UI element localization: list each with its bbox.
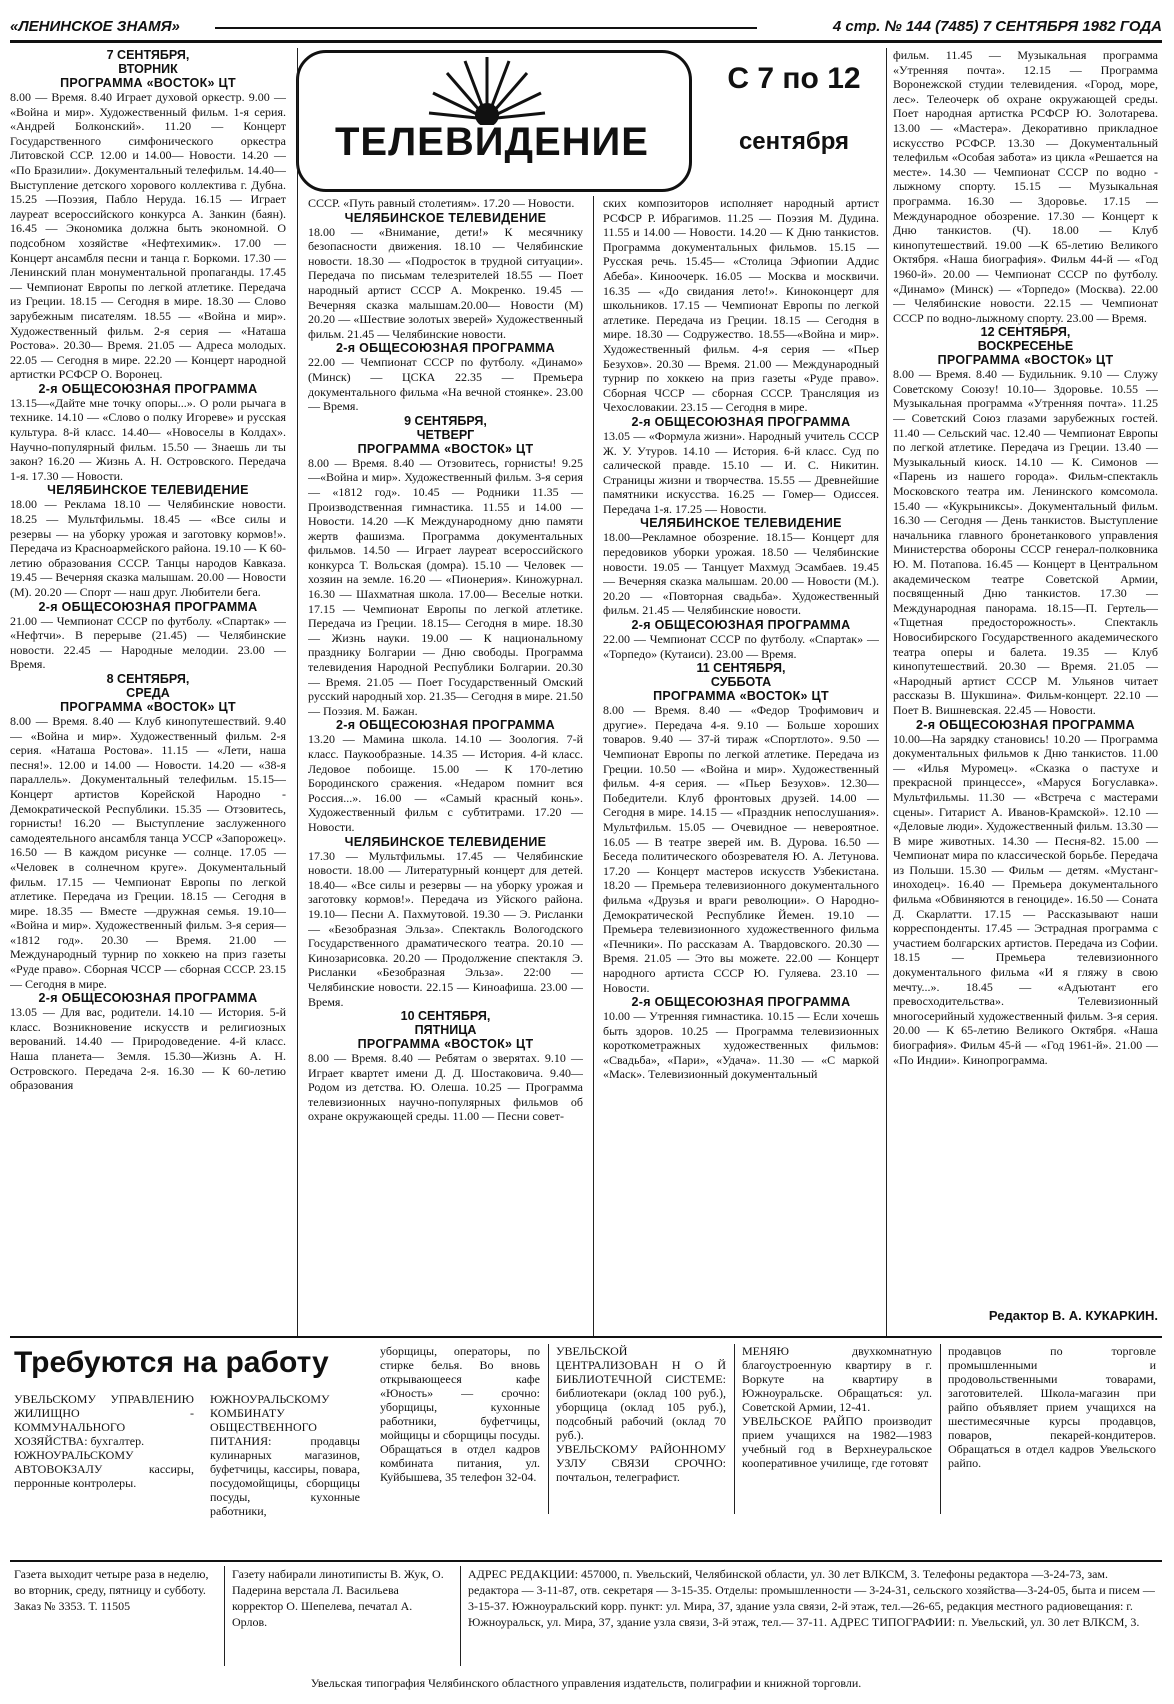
footer-divider <box>460 1566 461 1666</box>
newspaper-name: «ЛЕНИНСКОЕ ЗНАМЯ» <box>10 18 180 35</box>
program-heading: ПРОГРАММА «ВОСТОК» ЦТ <box>60 699 236 714</box>
ad-library <box>556 1344 726 1514</box>
dates-range: С 7 по 12 <box>727 62 861 95</box>
program-heading: ЧЕЛЯБИНСКОЕ ТЕЛЕВИДЕНИЕ <box>47 483 249 498</box>
ad-library-text: УВЕЛЬСКОЙ ЦЕНТРАЛИЗОВАН Н О Й БИБЛИОТЕЧНОЙ СИСТЕМЕ: библиотекари (оклад 100 руб.), уборщица (оклад 105 руб.), подсобный рабочий (оклад 70 руб.). <box>556 1344 726 1442</box>
jobs-heading: Требуются на работу <box>14 1346 329 1379</box>
program-listing: 18.00 — «Внимание, дети!» К месячнику безопасности движения. 18.10 — Челябинские новости. 18.30 — «Подросток в трудной ситуации». Передача по письмам телезрителей 18.55 — Поет народный артист СССР А. Мокренко. 19.45 — Вечерняя сказка малышам.20.00— Новости (М) 20.20 — «Шествие золотых зверей» Художественный фильм. 21.45 — Челябинские новости. <box>308 224 583 341</box>
program-listing: фильм. 11.45 — Музыкальная программа «Утренняя почта». 12.15 — Программа Воронежской студии телевидения. «Город, море, лес». Телеочерк об охране окружающей среды. Поет народная артистка РСФСР Ю. Золотарева. 13.00 — «Мастера». Декоративно прикладное искусство РСФСР. 13.30 — Документальный телефильм «Особая забота» из цикла «Решается на месте». 14.30 — Чемпионат СССР по водно - лыжному спорту. 15.15 — Музыкальная программа. 16.30 — Здоровье. 17.15 — Международное обозрение. 17.30 — Концерт к Дню танкистов. (Ч). 18.00 — Клуб кинопутешествий. 19.00 —К 65-летию Великого Октября. «Наша биография». Фильм 44-й — «Год 1960-й». 20.00 — Чемпионат СССР по футболу. «Динамо» (Минск) — «Торпедо» (Москва). 22.00 — Челябинские новости. 22.15 — Чемпионат СССР по водно-лыжному спорту. 23.00 — Время. <box>893 48 1158 325</box>
program-heading: 2-я ОБЩЕСОЮЗНАЯ ПРОГРАММА <box>38 381 258 396</box>
ad-post-text: УВЕЛЬСКОМУ РАЙОННОМУ УЗЛУ СВЯЗИ СРОЧНО: почтальон, телеграфист. <box>556 1442 726 1484</box>
day-heading: 8 СЕНТЯБРЯ, СРЕДА <box>106 671 190 700</box>
program-heading: ПРОГРАММА «ВОСТОК» ЦТ <box>653 689 829 704</box>
program-heading: ЧЕЛЯБИНСКОЕ ТЕЛЕВИДЕНИЕ <box>640 516 842 531</box>
ad-raipo-text: УВЕЛЬСКОЕ РАЙПО производит прием учащихся на 1982—1983 учебный год в Верхнеуральское кооперативное училище, где готовят <box>742 1414 932 1470</box>
program-listing: 22.00 — Чемпионат СССР по футболу. «Динамо» (Минск) — ЦСКА 22.35 — Премьера документального фильма «На вечной стоянке». 23.00 — Время. <box>308 355 583 414</box>
program-listing: 13.05 — Для вас, родители. 14.10 — История. 5-й класс. Возникновение искусств и религиозных верований. 14.40 — Природоведение. 4-й класс. Наша планета— Земля. 15.30—Жизнь А. Н. Островского. Передача 2-я. 16.30 — К 60-летию образования <box>10 1005 286 1093</box>
ad-housing <box>14 1392 194 1512</box>
day-heading: 11 СЕНТЯБРЯ, СУББОТА <box>696 661 786 690</box>
tv-title: ТЕЛЕВИДЕНИЕ <box>335 120 649 164</box>
day-heading: 7 СЕНТЯБРЯ, ВТОРНИК <box>106 48 190 76</box>
program-listing: СССР. «Путь равный столетиям». 17.20 — Новости. <box>308 196 575 210</box>
program-heading: ПРОГРАММА «ВОСТОК» ЦТ <box>357 441 534 456</box>
column-divider <box>886 48 887 1338</box>
program-listing: 10.00—На зарядку становись! 10.20 — Программа документальных фильмов к Дню танкистов. 11.00 — «Илья Муромец». «Сказка о пастухе и прекрасной принцессе», «Маруся Богуславка». Мультфильмы. 11.30 — «Встреча с мастерами сцены». Гитарист А. Иванов-Крамской». 12.10 — «Деловые люди». Художественный фильм. 13.30 — В мире животных. 14.30 — Песня-82. 15.00 — Чемпионат мира по классической борьбе. Передача из Польши. 15.30 — Фильм — детям. «Мустанг-иноходец». 16.40 — Премьера документального фильма «Обвиняются в геноциде». 16.50 — Соната Д. Скарлатти. 17.15 — Рассказывают наши корреспонденты. 17.45 — Эстрадная программа с участием болгарских артистов. Передача из Софии. 18.15 — Премьера телевизионного документального фильма «И я гляжу в свою мечту...». 18.45 — «Адъютант его превосходительства». Телевизионный многосерийный художественный фильм. 3-я серия. 20.00 — К 65-летию Великого Октября. «Наша биография». Фильм 45-й — «Год 1961-й». 21.00 — «По Индии». Кинопрограмма. <box>893 731 1158 1067</box>
footer-frequency: Газета выходит четыре раза в неделю, во вторник, среду, пятницу и субботу. Заказ № 3353. Т. 11505 <box>14 1567 209 1613</box>
program-listing: 8.00 — Время. 8.40 — «Федор Трофимович и другие». Передача 4-я. 9.10 — Больше хороших товаров. 9.40 — 37-й тираж «Спортлото». 9.50 — Чемпионат Европы по легкой атлетике. Передача из Греции. 10.50 — «Война и мир». Художественный фильм. 4-я серия. — «Пьер Безухов». 12.30—Победители. Клуб фронтовых друзей. 14.00 — Сегодня в мире. 14.15 — «Праздник непослушания». Мультфильм. 15.05 — Очевидное — невероятное. 16.05 — В театре зверей им. В. Дурова. 16.50 — Беседа политического обозревателя Ю. А. Летунова. 17.20 — Концерт мастеров искусств Узбекистана. 18.20 — Премьера телевизионного документального фильма «Друзья и враги революции». О Народно-Демократической Республике Йемен. 19.10 — Премьера телевизионного художественного фильма «Печники». По рассказам А. Твардовского. 20.30 — Время. 21.05 — Это вы можете. 22.00 — Концерт народного артиста СССР Ю. Гуляева. 23.10 — Новости. <box>603 703 879 995</box>
program-listing: 8.00 — Время. 8.40 Играет духовой оркестр. 9.00 — «Война и мир». Художественный фильм. 1-я серия. «Андрей Болконский». 11.20 — Концерт Государственного симфонического оркестра Литовской ССР. 12.00 и 14.00— Новости. 14.20 — «По Бразилии». Документальный телефильм. 14.40— Выступление детского хорового коллектива г. Дубна. 15.25 —Поэзия, Пабло Неруда. 16.15 — Играет лауреат всероссийского конкурса А. Занкин (баян). 16.45 — Экономика должна быть экономной. О подсобном хозяйстве «Нефтехимик». 17.00 — Концерт ансамбля песни и танца г. Боркоми. 17.30 — Ленинский план монументальной пропаганды. 17.45— Чемпионат Европы по легкой атлетике. Передача из Греции. 18.15 — Сегодня в мире. 18.30 — Слово зарубежным писателям. 18.55 — «Война и мир». Художественный фильм. 2-я серия — «Наташа Ростова». 20.30— Время. 21.05 — Адреса молодых. 22.05 — Сегодня в мире. 22.20 — Концерт народной артистки РСФСР О. Воронец. <box>10 90 286 382</box>
issue-info: 4 стр. № 144 (7485) 7 СЕНТЯБРЯ 1982 ГОДА <box>832 18 1162 35</box>
program-listing: 13.15—«Дайте мне точку опоры...». О роли рычага в технике. 14.10 — «Слово о полку Игореве» и русская культура. 8-й класс. 14.40— «Новоселы в Колдах». Научно-популярный фильм. 15.50 — Знаешь ли ты закон? 16.20 — Жизнь А. Н. Островского. Передача 1-я. 17.30 — Новости. <box>10 395 286 483</box>
tv-column-4 <box>893 48 1158 1304</box>
column-divider <box>593 196 594 1338</box>
program-heading: 2-я ОБЩЕСОЮЗНАЯ ПРОГРАММА <box>916 717 1135 732</box>
dates-month: сентября <box>738 128 850 155</box>
program-listing: 8.00 — Время. 8.40 — Клуб кинопутешествий. 9.40 — «Война и мир». Художественный фильм. 2-я серия. «Наташа Ростова». 11.15 — «Лети, наша песня!». 12.00 и 14.00 — Новости. 14.20 — «38-я параллель». Документальный телефильм. 15.15— Концерт артистов Корейской Народно - Демократической Республики. 15.35 — Отзовитесь, горнисты! 16.20 — Выступление заслуженного самодеятельного ансамбля танца УССР «Запорожец». 16.50 — В каждом рисунке — солнце. 17.05 — «Человек в солнечном круге». Документальный фильм. 17.15 — Чемпионат Европы по легкой атлетике. Передача из Греции. 18.15 — Сегодня в мире. 18.35 — Вместе —дружная семья. 19.10— «Война и мир». Художественный фильм. 3-я серия— «1812 год». 20.30 — Время. 21.00 — Международный турнир по хоккею на приз газеты «Руде право». Сборная ЧССР — сборная СССР. 23.15 — Сегодня в мире. <box>10 713 286 991</box>
program-listing: 18.00—Рекламное обозрение. 18.15— Концерт для передовиков уборки урожая. 18.50 — Челябинские новости. 19.05 — Танцует Махмуд Эсамбаев. 19.45 — Вечерняя сказка малышам. 20.00 — Новости (М.). 20.20 — «Повторная свадьба». Художественный фильм. 21.45 — Челябинские новости. <box>603 530 879 618</box>
ad-exchange <box>742 1344 932 1514</box>
ad-catering: ЮЖНОУРАЛЬСКОМУ КОМБИНАТУ ОБЩЕСТВЕННОГО ПИТАНИЯ: продавцы кулинарных магазинов, буфетчицы, кассиры, повара, посудомойщицы, сборщицы посуды, кухонные работники, <box>210 1392 360 1518</box>
program-heading: ПРОГРАММА «ВОСТОК» ЦТ <box>60 76 236 90</box>
program-heading: 2-я ОБЩЕСОЮЗНАЯ ПРОГРАММА <box>336 341 555 356</box>
ad-exchange-text: МЕНЯЮ двухкомнатную благоустроенную квартиру в г. Воркуте на квартиру в Южноуральске. Обращаться: ул. Советской Армии, 12-41. <box>742 1344 932 1414</box>
ad-housing-text: УВЕЛЬСКОМУ УПРАВЛЕНИЮ ЖИЛИЩНО - КОММУНАЛЬНОГО ХОЗЯЙСТВА: бухгалтер. <box>14 1392 194 1448</box>
day-heading: 9 СЕНТЯБРЯ, ЧЕТВЕРГ <box>404 413 487 442</box>
program-heading: ПРОГРАММА «ВОСТОК» ЦТ <box>357 1037 534 1052</box>
program-listing: ских композиторов исполняет народный артист РСФСР Р. Ибрагимов. 11.25 — Поэзия М. Дудина. 11.55 и 14.00 — Новости. 14.20 — К Дню танкистов. Программа документальных фильмов. 15.15 — Русская речь. 15.45— «Столица Эфиопии Аддис Абеба». Киноочерк. 16.05 — Москва и москвичи. 16.35 — «До свидания лето!». Киноконцерт для школьников. 17.15 — Чемпионат Европы по легкой атлетике. Передача из Греции. 18.15 — Сегодня в мире. 18.30 — Содружество. 18.55—«Война и мир». Художественный фильм. 4-я серия — «Пьер Безухов». 20.30 — Время. 21.00 — Международный турнир по хоккею на приз газеты «Руде право». Сборная ЧССР — сборная СССР. Трансляция из Чехословакии. 23.15 — Сегодня в мире. <box>603 196 879 415</box>
program-listing: 18.00 — Реклама 18.10 — Челябинские новости. 18.25 — Мультфильмы. 18.45 — «Все силы и резервы — на уборку урожая и заготовку кормов!». Передача из Красноармейского района. 19.10 — К 60-летию образования СССР. Танцы народов Кавказа. 19.45 — Вечерняя сказка малышам. 20.00 — Новости (М). 20.20 — Спорт — наш друг. Любители бега. <box>10 497 286 599</box>
masthead-rule <box>215 27 757 29</box>
day-heading: 10 СЕНТЯБРЯ, ПЯТНИЦА <box>400 1009 491 1038</box>
footer-address: АДРЕС РЕДАКЦИИ: 457000, п. Увельский, Челябинской области, ул. 30 лет ВЛКСМ, 3. Телефоны редактора —3-24-73, зам. редактора — 3-11-87, отв. секретаря — 3-15-35. Отделы: промышленности — 3-24-31, сельского хозяйства—3-24-05, быта и писем — 3-15-37. Южноуральский корр. пункт: ул. Мира, 37, здание узла связи, 2-й этаж, тел.—26-65, редакция местного радиовещания: г. Южноуральск, ул. Мира, 37, здание узла связи, 3-й этаж, тел.— 37-11. АДРЕС ТИПОГРАФИИ: п. Увельский, ул. 30 лет ВЛКСМ, 3. <box>468 1567 1155 1629</box>
program-listing: 13.20 — Мамина школа. 14.10 — Зоология. 7-й класс. Паукообразные. 14.35 — История. 4-й класс. Ледовое побоище. 15.00 — К 170-летию Бородинского сражения. «Недаром помнит вся Россия...». 16.00 — «Самый красный конь». Художественный фильм с субтитрами. 17.20 — Новости. <box>308 732 583 834</box>
sunburst-icon <box>427 53 547 125</box>
editor-signature: Редактор В. А. КУКАРКИН. <box>988 1308 1158 1323</box>
ad-cafe: уборщицы, операторы, по стирке белья. Во вновь открывающееся кафе «Юность» — срочно: уборщицы, кухонные работники, буфетчицы, мойщицы и сборщицы посуды. Обращаться в отдел кадров комбината питания, ул. Куйбышева, 35 телефон 32-04. <box>380 1344 540 1484</box>
program-heading: 2-я ОБЩЕСОЮЗНАЯ ПРОГРАММА <box>336 718 555 733</box>
program-heading: 2-я ОБЩЕСОЮЗНАЯ ПРОГРАММА <box>631 618 851 633</box>
program-listing: 8.00 — Время. 8.40 — Отзовитесь, горнисты! 9.25—«Война и мир». Художественный фильм. 3-я серия — «1812 год». 10.45 — Родники 11.35 — Производственная гимнастика. 11.55 и 14.00 — Новости. 14.20 —К Международному дню памяти жертв фашизма. Программа документальных фильмов. 14.50 — Играет лауреат всероссийского конкурса Т. Вольская (домра). 15.10 — Человек — хозяин на земле. 16.20 — «Пионерия». Киножурнал. 16.30 — Шахматная школа. 17.00— Веселые нотки. 17.15 — Чемпионат Европы по легкой атлетике. Передача из Греции. 18.15— Сегодня в мире. 18.30 — Жизнь науки. 19.00 — К национальному празднику Болгарии — Дню свободы. Программа телевидения Народной Республики Болгарии. 20.30 — Время. 21.05 — Поет Государственный Омский русский народный хор. 21.35— Сегодня в мире. 21.50 — Поэзия. М. Бажан. <box>308 455 583 718</box>
printer-line: Увельская типография Челябинского областного управления издательств, полиграфии и книжной торговли. <box>310 1676 862 1690</box>
masthead-bar <box>10 14 1162 43</box>
ad-divider <box>548 1344 549 1514</box>
program-listing: 21.00 — Чемпионат СССР по футболу. «Спартак» — «Нефтчи». В перерыве (21.45) — Челябинские новости. 22.45 — Народные мелодии. 23.00 — Время. <box>10 613 286 672</box>
program-listing: 22.00 — Чемпионат СССР по футболу. «Спартак» — «Торпедо» (Кутаиси). 23.00 — Время. <box>603 632 879 661</box>
program-heading: 2-я ОБЩЕСОЮЗНАЯ ПРОГРАММА <box>631 995 851 1010</box>
program-listing: 17.30 — Мультфильмы. 17.45 — Челябинские новости. 18.00 — Литературный концерт для детей. 18.40— «Все силы и резервы — на уборку урожая и заготовку кормов!». Передача из Уйского района. 19.10— Песни А. Пахмутовой. 19.30 — Э. Рисланки — «Безобразная Эльза». Спектакль Вологодского Государственного драматического театра. 20.10 — Кинозарисовка. 20.20 — Продолжение спектакля Э. Рисланки «Безобразная Эльза». 22:00 — Челябинские новости. 22.15 — Киноафиша. 23.00 — Время. <box>308 848 583 1009</box>
tv-column-1 <box>10 48 286 1338</box>
program-heading: ЧЕЛЯБИНСКОЕ ТЕЛЕВИДЕНИЕ <box>344 210 547 225</box>
column-divider <box>297 48 298 1338</box>
footer-rule <box>10 1560 1162 1562</box>
program-heading: 2-я ОБЩЕСОЮЗНАЯ ПРОГРАММА <box>38 991 258 1006</box>
day-heading: 12 СЕНТЯБРЯ, ВОСКРЕСЕНЬЕ <box>977 325 1074 354</box>
program-heading: ПРОГРАММА «ВОСТОК» ЦТ <box>937 353 1114 368</box>
footer-staff: Газету набирали линотиписты В. Жук, О. Падерина верстала Л. Васильева корректор О. Шепелева, печатал А. Орлов. <box>232 1567 444 1629</box>
program-heading: 2-я ОБЩЕСОЮЗНАЯ ПРОГРАММА <box>38 599 258 614</box>
tv-column-3 <box>603 196 879 1338</box>
tv-column-2 <box>308 196 583 1338</box>
section-rule <box>10 1336 1162 1338</box>
program-heading: 2-я ОБЩЕСОЮЗНАЯ ПРОГРАММА <box>631 414 851 429</box>
program-listing: 13.05 — «Формула жизни». Народный учитель СССР Ж. У. Утуров. 14.10 — История. 6-й класс. Суд по салической правде. 15.10 — И. С. Никитин. Страницы жизни и творчества. 15.55 — Древнейшие памятники искусства. 16.25 — Гомер— Одиссея. Передача 1-я. 17.25 — Новости. <box>603 428 879 516</box>
program-listing: 10.00 — Утренняя гимнастика. 10.15 — Если хочешь быть здоров. 10.25 — Программа телевизионных короткометражных художественных фильмов: «Свадьба», «Пари», «Удача». 11.30 — «С маркой «Маск». Телевизионный документальный <box>603 1009 879 1082</box>
ad-bus-station-text: ЮЖНОУРАЛЬСКОМУ АВТОВОКЗАЛУ кассиры, перронные контролеры. <box>14 1448 194 1490</box>
program-heading: ЧЕЛЯБИНСКОЕ ТЕЛЕВИДЕНИЕ <box>344 834 547 849</box>
footer-divider <box>224 1566 225 1666</box>
ad-school-shop: продавцов по торговле промышленными и продовольственными товарами, заготовителей. Школа-магазин при райпо объявляет прием учащихся на шестимесячные курсы продавцов, поваров, пекарей-кондитеров. Обращаться в отдел кадров Увельского райпо. <box>948 1344 1156 1470</box>
program-listing: 8.00 — Время. 8.40 — Ребятам о зверятах. 9.10 — Играет квартет имени Д. Д. Шостаковича. 9.40— Родом из детства. Ю. Олеша. 10.25 — Программа телевизионных научно-популярных фильмов об охране окружающей среды. 11.00 — Песни совет- <box>308 1051 583 1124</box>
program-listing: 8.00 — Время. 8.40 — Будильник. 9.10 — Служу Советскому Союзу! 10.10— Здоровье. 10.55 — Музыкальная программа «Утренняя почта». 11.25 — Советский Союз глазами зарубежных гостей. 11.40 — Сельский час. 12.40 — Чемпионат Европы по легкой атлетике. Передача из Греции. 13.40 — Музыкальный киоск. 14.10 — К. Симонов — «Парень из нашего города». Фильм-спектакль Московского театра им. Ленинского комсомола. 15.40 — «Кукрыниксы». Документальный фильм. 16.30 — Сегодня — День танкистов. Выступление начальника главного бронетанкового управления Министерства обороны СССР генерал-полковника Ю. М. Потапова. 16.45 — Концерт в Центральном академическом театре Советской Армии, посвященный Дню танкистов. 17.30 — Международная панорама. 18.15—П. Гертель— «Тщетная предосторожность». Спектакль Новосибирского Государственного академического театра оперы и балета. 19.35 — Клуб кинопутешествий. 20.30 — Время. 21.05 — «Народный артист СССР М. Ульянов читает рассказы В. Шукшина». Фильм-концерт. 22.10 — Поет В. Вишневская. 22.45 — Новости. <box>893 367 1158 717</box>
ad-divider <box>940 1344 941 1514</box>
ad-divider <box>734 1344 735 1514</box>
